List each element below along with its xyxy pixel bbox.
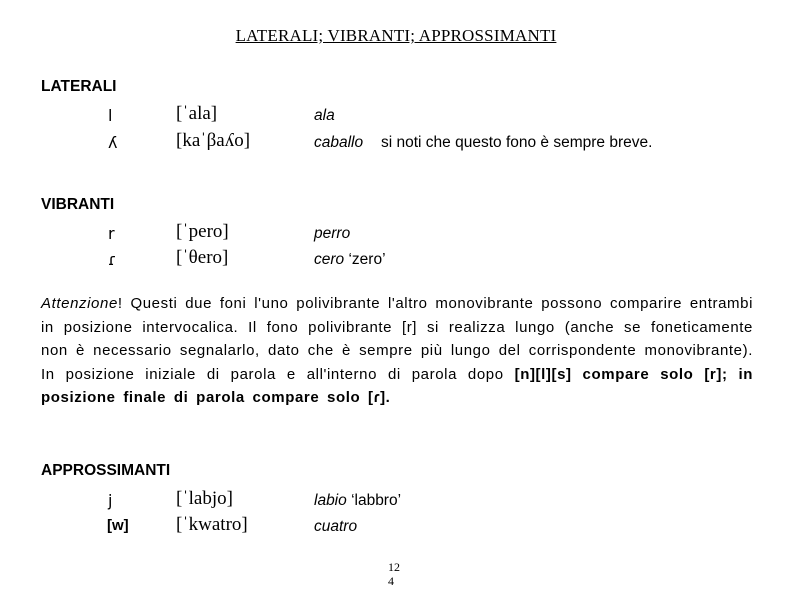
example-word [314,225,350,243]
word-italic: caballo [314,134,364,151]
ipa-transcription: [kaˈβaʎo] [176,130,251,151]
phone-symbol: l [108,106,113,125]
section-heading-approssimanti: APPROSSIMANTI [41,462,171,479]
example-word [314,492,401,510]
section-heading-vibranti: VIBRANTI [41,196,115,213]
word-italic: cuatro [314,518,358,535]
attention-paragraph [41,292,753,410]
paragraph-lead: Attenzione [41,295,118,312]
word-italic: cero [314,251,345,268]
section-heading-laterali: LATERALI [41,78,117,95]
page-title: LATERALI; VIBRANTI; APPROSSIMANTI [235,26,557,45]
word-gloss: ‘labbro’ [351,492,402,509]
phone-symbol: r [108,224,115,243]
ipa-transcription: [ˈlabjo] [176,488,233,509]
word-gloss: ‘zero’ [348,251,386,268]
word-italic: labio [314,492,347,509]
phone-symbol: ɾ [108,250,117,269]
page-number-line2: 4 [388,574,394,588]
word-italic: ala [314,107,335,124]
ipa-transcription: [ˈkwatro] [176,514,248,535]
example-word [314,251,386,269]
word-italic: perro [314,225,351,242]
phone-symbol: j [108,491,113,510]
ipa-transcription: [ˈθero] [176,247,229,268]
phone-symbol: [w] [107,517,129,534]
ipa-transcription: [ˈala] [176,103,218,124]
example-word [314,107,335,125]
paragraph-body: ! Questi due foni l'uno polivibrante l'altro monovibrante possono comparire entrambi in posizione intervocalica. Il fono polivibrante [r] si realizza lungo (anche se foneticamente non è necessario segnalarlo, dato che è sempre più lungo del corrispondente monovibrante). In posizione iniziale di parola e all'interno di parola dopo [41,295,753,383]
phone-symbol: ʎ [108,133,118,152]
page-number-line1: 12 [388,560,400,574]
ipa-transcription: [ˈpero] [176,221,229,242]
page-number [388,560,400,588]
note-text: si noti che questo fono è sempre breve. [381,134,653,151]
paragraph-bold-tail: [n][l][s] compare solo [r]; in posizione finale di parola compare solo [ɾ]. [41,365,753,406]
example-word [314,518,357,536]
example-word [314,134,363,152]
